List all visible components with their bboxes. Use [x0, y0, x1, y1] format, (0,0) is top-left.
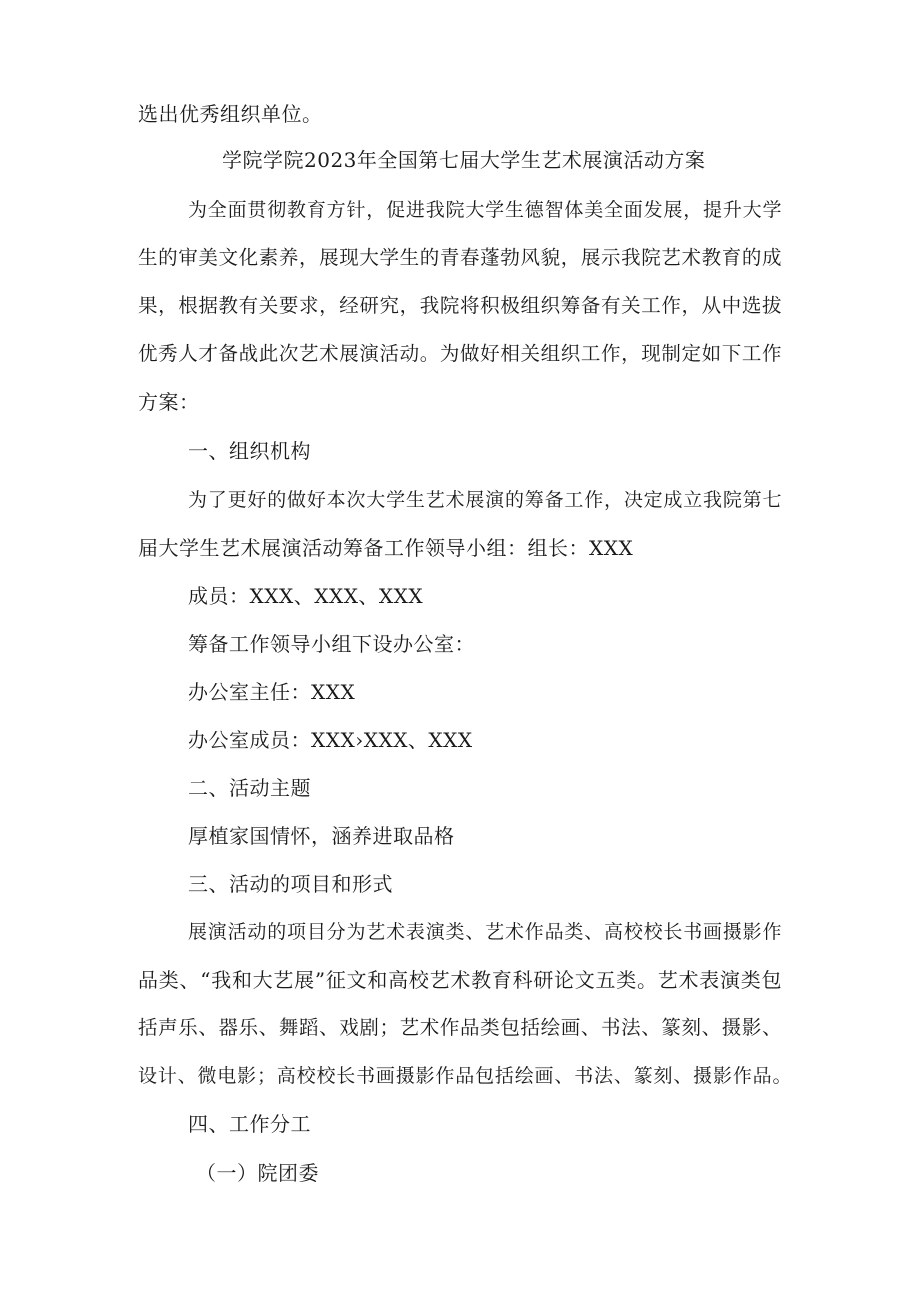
subsection1-heading: （一）院团委 [196, 1161, 319, 1185]
office-director-line: 办公室主任：XXX [188, 680, 356, 704]
carryover-line: 选出优秀组织单位。 [138, 102, 323, 126]
section1-line-2: 届大学生艺术展演活动筹备工作领导小组：组长：XXX [138, 536, 634, 560]
section2-heading: 二、活动主题 [188, 776, 311, 800]
section1-line-1: 为了更好的做好本次大学生艺术展演的筹备工作，决定成立我院第七 [188, 489, 782, 511]
office-members-line: 办公室成员：XXX›XXX、XXX [188, 728, 473, 752]
intro-line-1: 为全面贯彻教育方针，促进我院大学生德智体美全面发展，提升大学 [188, 199, 782, 221]
section3-line-3: 括声乐、器乐、舞蹈、戏剧；艺术作品类包括绘画、书法、篆刻、摄影、 [138, 1016, 782, 1039]
members-line: 成员：XXX、XXX、XXX [188, 584, 424, 608]
section3-heading: 三、活动的项目和形式 [188, 872, 393, 896]
section3-line-1: 展演活动的项目分为艺术表演类、艺术作品类、高校校长书画摄影作 [188, 921, 782, 943]
intro-line-3: 果，根据教有关要求，经研究，我院将积极组织筹备有关工作，从中选拔 [138, 294, 782, 317]
section3-line-4: 设计、微电影；高校校长书画摄影作品包括绘画、书法、篆刻、摄影作品。 [138, 1065, 792, 1087]
intro-line-5: 方案： [138, 390, 200, 414]
section4-heading: 四、工作分工 [188, 1112, 311, 1136]
section1-heading: 一、组织机构 [188, 439, 311, 463]
intro-line-4: 优秀人才备战此次艺术展演活动。为做好相关组织工作，现制定如下工作 [138, 342, 782, 365]
section3-line-2: 品类、“我和大艺展”征文和高校艺术教育科研论文五类。艺术表演类包 [138, 968, 782, 992]
document-title: 学院学院2023年全国第七届大学生艺术展演活动方案 [222, 148, 706, 172]
intro-line-2: 生的审美文化素养，展现大学生的青春蓬勃风貌，展示我院艺术教育的成 [138, 246, 782, 269]
office-intro-line: 筹备工作领导小组下设办公室： [188, 632, 475, 656]
theme-line: 厚植家国情怀，涵养进取品格 [188, 824, 455, 848]
